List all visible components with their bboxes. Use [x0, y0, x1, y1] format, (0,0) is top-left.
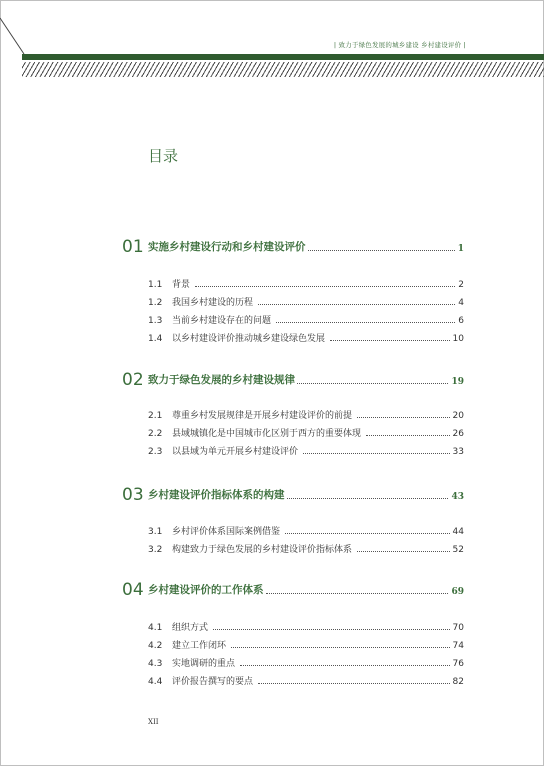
chapter-title: 实施乡村建设行动和乡村建设评价 [148, 241, 306, 253]
toc-title: 目录 [148, 147, 179, 165]
toc-section[interactable] [148, 276, 464, 290]
toc-section[interactable] [148, 619, 464, 633]
leader-dots [297, 383, 448, 384]
section-page: 10 [452, 334, 464, 344]
section-page: 6 [458, 316, 464, 326]
chapter-page: 69 [451, 587, 464, 597]
section-page: 74 [452, 641, 464, 651]
section-page: 82 [452, 677, 464, 687]
leader-dots [240, 665, 450, 666]
section-number: 4.4 [148, 677, 163, 687]
leader-dots [276, 322, 455, 323]
section-number: 1.4 [148, 334, 163, 344]
section-number: 2.3 [148, 447, 163, 457]
section-title: 以乡村建设评价推动城乡建设绿色发展 [172, 334, 326, 344]
section-page: 76 [452, 659, 464, 669]
section-page: 26 [452, 429, 464, 439]
leader-dots [231, 647, 450, 648]
section-page: 2 [458, 280, 464, 290]
section-title: 组织方式 [172, 623, 209, 633]
section-title: 以县域为单元开展乡村建设评价 [172, 447, 299, 457]
section-page: 4 [458, 298, 464, 308]
chapter-page: 1 [457, 244, 464, 254]
section-title: 背景 [172, 280, 191, 290]
toc-section[interactable] [148, 523, 464, 537]
chapter-title: 乡村建设评价指标体系的构建 [148, 489, 285, 501]
section-number: 4.3 [148, 659, 163, 669]
toc-chapter[interactable] [122, 484, 464, 504]
toc-section[interactable] [148, 443, 464, 457]
section-title: 构建致力于绿色发展的乡村建设评价指标体系 [172, 545, 353, 555]
toc-section[interactable] [148, 330, 464, 344]
chapter-page: 43 [451, 492, 464, 502]
section-title: 乡村评价体系国际案例借鉴 [172, 527, 281, 537]
section-page: 44 [452, 527, 464, 537]
leader-dots [213, 629, 450, 630]
section-title: 县域城镇化是中国城市化区别于西方的重要体现 [172, 429, 362, 439]
leader-dots [287, 498, 449, 499]
section-number: 1.1 [148, 280, 163, 290]
header-hatch-band [22, 62, 544, 77]
leader-dots [303, 453, 450, 454]
leader-dots [266, 593, 449, 594]
leader-dots [357, 417, 450, 418]
section-title: 尊重乡村发展规律是开展乡村建设评价的前提 [172, 411, 353, 421]
toc-chapter[interactable] [122, 579, 464, 599]
section-number: 2.2 [148, 429, 163, 439]
chapter-number: 01 [122, 237, 144, 257]
section-number: 3.2 [148, 545, 163, 555]
section-page: 20 [452, 411, 464, 421]
toc-section[interactable] [148, 294, 464, 308]
chapter-number: 03 [122, 485, 144, 505]
toc-section[interactable] [148, 637, 464, 651]
section-title: 评价报告撰写的要点 [172, 677, 254, 687]
corner-fold-line [0, 0, 30, 60]
section-title: 建立工作闭环 [172, 641, 227, 651]
section-number: 4.1 [148, 623, 163, 633]
toc-section[interactable] [148, 312, 464, 326]
chapter-number: 04 [122, 580, 144, 600]
leader-dots [330, 340, 450, 341]
toc-section[interactable] [148, 655, 464, 669]
toc-chapter[interactable] [122, 369, 464, 389]
toc-chapter[interactable] [122, 236, 464, 256]
section-number: 1.3 [148, 316, 163, 326]
leader-dots [195, 286, 455, 287]
chapter-number: 02 [122, 370, 144, 390]
section-page: 70 [452, 623, 464, 633]
toc-section[interactable] [148, 425, 464, 439]
leader-dots [285, 533, 450, 534]
chapter-page: 19 [451, 377, 464, 387]
section-number: 3.1 [148, 527, 163, 537]
toc-section[interactable] [148, 407, 464, 421]
chapter-title: 致力于绿色发展的乡村建设规律 [148, 374, 295, 386]
section-title: 当前乡村建设存在的问题 [172, 316, 272, 326]
section-page: 33 [452, 447, 464, 457]
section-title: 实地调研的重点 [172, 659, 236, 669]
header-rule [22, 54, 544, 60]
chapter-title: 乡村建设评价的工作体系 [148, 584, 264, 596]
section-title: 我国乡村建设的历程 [172, 298, 254, 308]
running-head: | 致力于绿色发展的城乡建设 乡村建设评价 | [333, 41, 466, 49]
leader-dots [258, 683, 450, 684]
leader-dots [357, 551, 450, 552]
section-number: 2.1 [148, 411, 163, 421]
section-number: 4.2 [148, 641, 163, 651]
page-number: XII [148, 718, 159, 726]
leader-dots [308, 250, 455, 251]
toc-section[interactable] [148, 541, 464, 555]
toc-section[interactable] [148, 673, 464, 687]
section-number: 1.2 [148, 298, 163, 308]
leader-dots [258, 304, 455, 305]
leader-dots [366, 435, 450, 436]
section-page: 52 [452, 545, 464, 555]
